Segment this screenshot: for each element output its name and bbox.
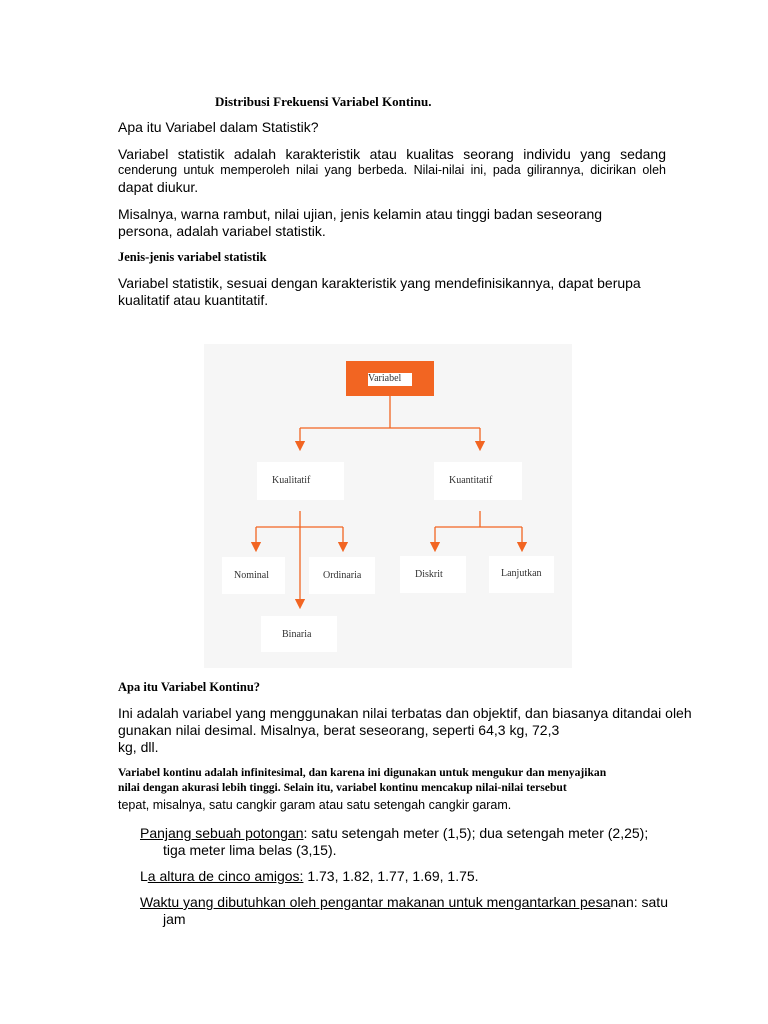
- section-heading-continuous: Apa itu Variabel Kontinu?: [118, 680, 261, 694]
- node-diskrit: [400, 556, 466, 593]
- document-title: Distribusi Frekuensi Variabel Kontinu.: [215, 94, 432, 109]
- node-kualitatif: [257, 462, 344, 500]
- bullet3-text: nan: satu: [610, 894, 668, 910]
- node-diskrit-label: Diskrit: [415, 569, 443, 580]
- variable-types-diagram: [204, 344, 572, 668]
- bullet1-text: : satu setengah meter (1,5); dua setengah meter (2,25);: [303, 825, 649, 841]
- node-ordinaria-label: Ordinaria: [323, 570, 362, 581]
- bullet2-text: 1.73, 1.82, 1.77, 1.69, 1.75.: [303, 868, 479, 884]
- node-kualitatif-label: Kualitatif: [272, 475, 311, 486]
- para3-line1: Variabel statistik, sesuai dengan karakteristik yang mendefinisikannya, dapat berupa: [118, 275, 641, 291]
- node-kuantitatif-label: Kuantitatif: [449, 475, 493, 486]
- node-variabel-label: Variabel: [368, 373, 402, 384]
- para1-line1: Variabel statistik adalah karakteristik atau kualitas seorang individu yang sedang: [118, 146, 666, 162]
- bullet1-line2: tiga meter lima belas (3,15).: [163, 842, 337, 858]
- node-kuantitatif: [434, 462, 522, 500]
- para4-line3: kg, dll.: [118, 739, 159, 755]
- para5-line2: nilai dengan akurasi lebih tinggi. Selain itu, variabel kontinu mencakup nilai-nilai tersebut: [118, 781, 567, 794]
- bullet-item-2: [140, 868, 479, 884]
- para5-line1: Variabel kontinu adalah infinitesimal, dan karena ini digunakan untuk mengukur dan menyajikan: [118, 766, 607, 779]
- node-lanjutkan: [489, 556, 554, 593]
- question-heading: Apa itu Variabel dalam Statistik?: [118, 119, 319, 135]
- bullet2-prefix: L: [140, 868, 148, 884]
- para4-line1: Ini adalah variabel yang menggunakan nilai terbatas dan objektif, dan biasanya ditandai oleh: [118, 705, 692, 721]
- para4-line2: gunakan nilai desimal. Misalnya, berat seseorang, seperti 64,3 kg, 72,3: [118, 722, 560, 738]
- para1-line3: dapat diukur.: [118, 179, 199, 195]
- node-variabel: [346, 361, 434, 396]
- para2-line2: persona, adalah variabel statistik.: [118, 223, 326, 239]
- bullet3-term: Waktu yang dibutuhkan oleh pengantar makanan untuk mengantarkan pesa: [140, 894, 611, 910]
- node-binaria-label: Binaria: [282, 629, 312, 640]
- node-ordinaria: [309, 557, 375, 594]
- para2-line1: Misalnya, warna rambut, nilai ujian, jenis kelamin atau tinggi badan seseorang: [118, 206, 603, 222]
- para3-line2: kualitatif atau kuantitatif.: [118, 292, 269, 308]
- para5-line3: tepat, misalnya, satu cangkir garam atau satu setengah cangkir garam.: [118, 798, 512, 812]
- section-heading-types: Jenis-jenis variabel statistik: [118, 250, 267, 264]
- node-lanjutkan-label: Lanjutkan: [501, 568, 542, 579]
- bullet-item-3: [140, 894, 668, 910]
- node-nominal: [222, 557, 285, 594]
- para1-line2: cenderung untuk memperoleh nilai yang berbeda. Nilai-nilai ini, pada gilirannya, dicirikan oleh: [118, 163, 666, 177]
- bullet-item-1: [140, 825, 648, 841]
- node-nominal-label: Nominal: [234, 570, 269, 581]
- node-binaria: [261, 616, 337, 652]
- bullet3-line2: jam: [163, 911, 186, 927]
- bullet2-term: a altura de cinco amigos:: [147, 868, 304, 884]
- bullet1-term: Panjang sebuah potongan: [140, 825, 304, 841]
